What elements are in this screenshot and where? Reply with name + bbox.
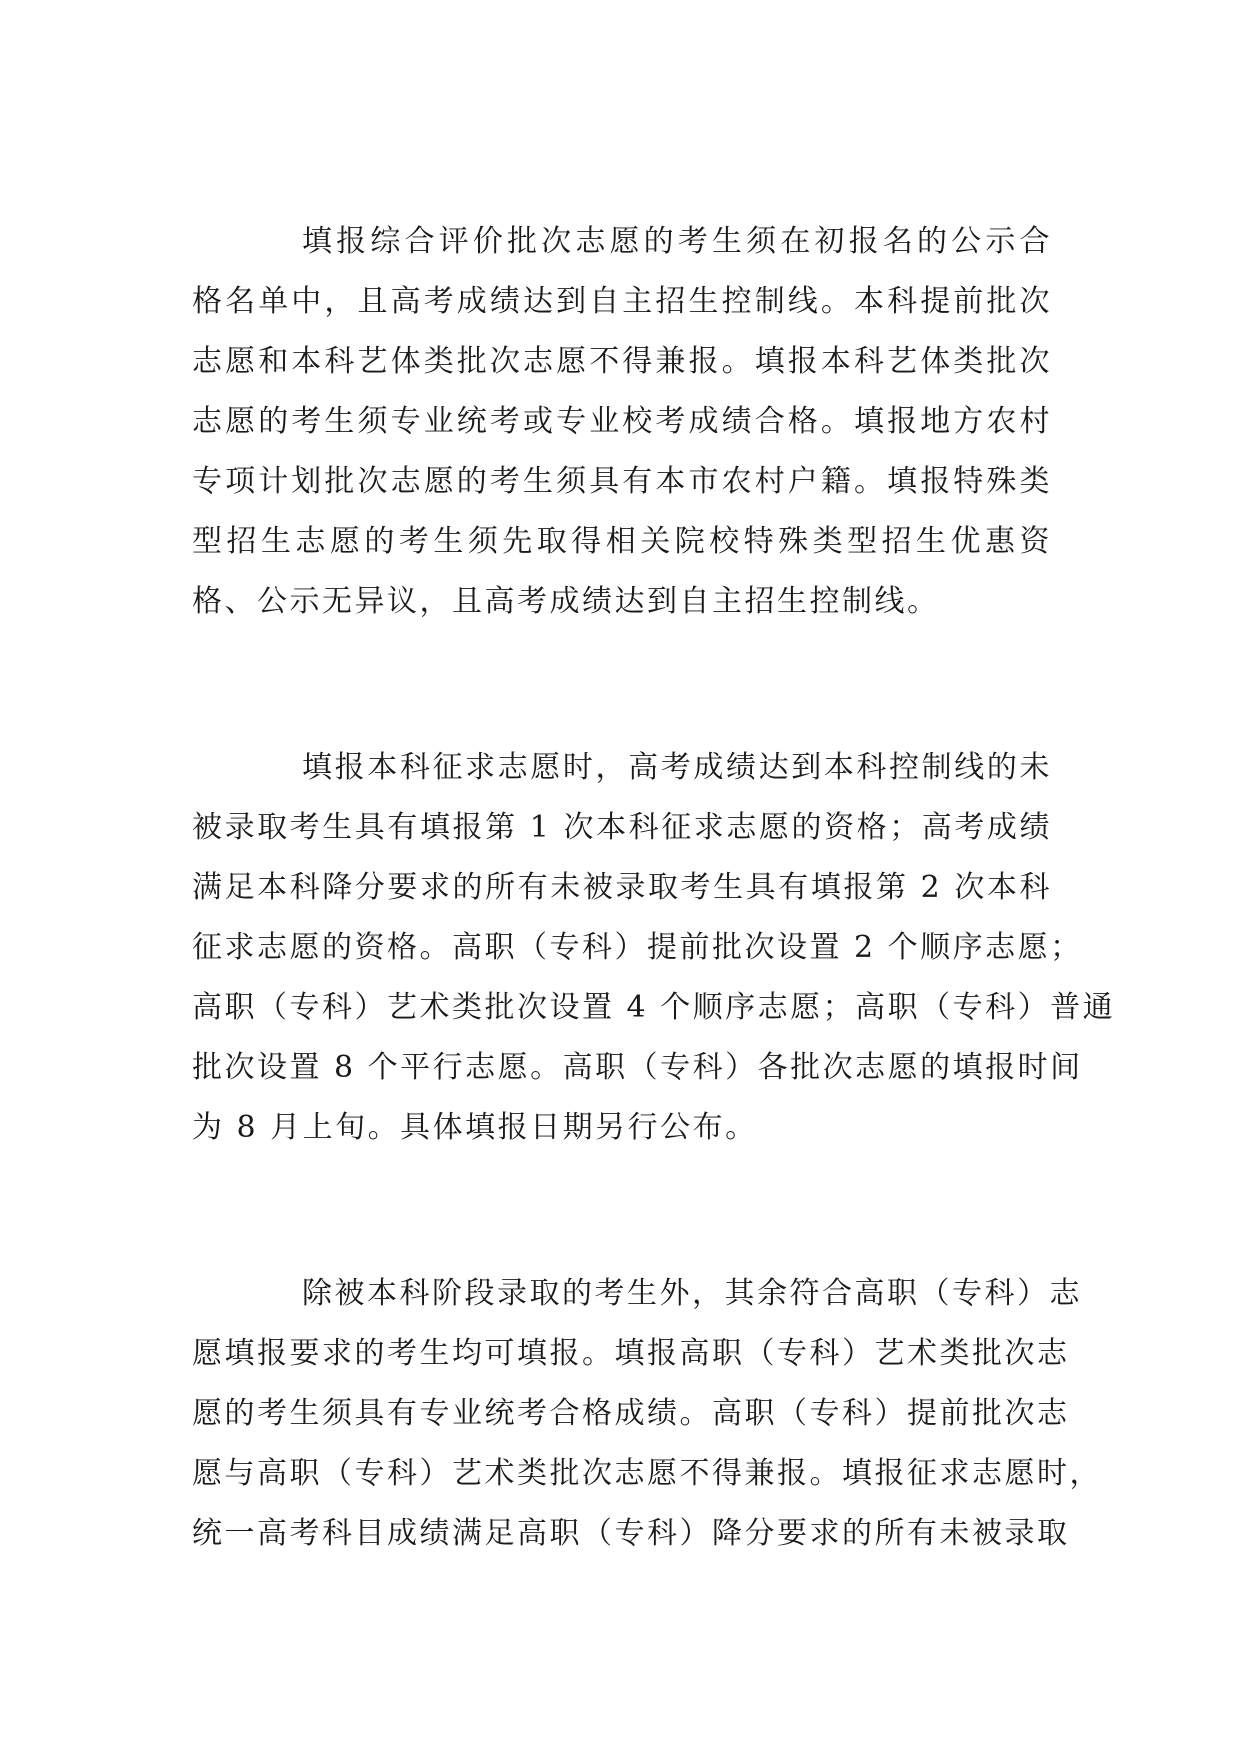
text-line: 愿与高职（专科）艺术类批次志愿不得兼报。填报征求志愿时，	[192, 1456, 1102, 1491]
text-line: 专项计划批次志愿的考生须具有本市农村户籍。填报特殊类	[192, 464, 1052, 499]
text-line: 志愿和本科艺体类批次志愿不得兼报。填报本科艺体类批次	[192, 344, 1052, 379]
text-line: 批次设置 8 个平行志愿。高职（专科）各批次志愿的填报时间	[192, 1050, 1083, 1085]
text-line: 愿填报要求的考生均可填报。填报高职（专科）艺术类批次志	[192, 1336, 1070, 1371]
text-line: 格、公示无异议，且高考成绩达到自主招生控制线。	[192, 584, 940, 619]
text-line: 统一高考科目成绩满足高职（专科）降分要求的所有未被录取	[192, 1516, 1070, 1551]
text-line: 填报综合评价批次志愿的考生须在初报名的公示合	[302, 224, 1052, 259]
text-line: 型招生志愿的考生须先取得相关院校特殊类型招生优惠资	[192, 524, 1052, 559]
text-line: 填报本科征求志愿时，高考成绩达到本科控制线的未	[302, 750, 1052, 785]
text-line: 志愿的考生须专业统考或专业校考成绩合格。填报地方农村	[192, 404, 1052, 439]
paragraph-vocational	[192, 1264, 1102, 1564]
text-line: 满足本科降分要求的所有未被录取考生具有填报第 2 次本科	[192, 870, 1052, 905]
text-line: 愿的考生须具有专业统考合格成绩。高职（专科）提前批次志	[192, 1396, 1070, 1431]
text-line: 除被本科阶段录取的考生外，其余符合高职（专科）志	[302, 1276, 1082, 1311]
text-line: 被录取考生具有填报第 1 次本科征求志愿的资格；高考成绩	[192, 810, 1052, 845]
text-line: 高职（专科）艺术类批次设置 4 个顺序志愿；高职（专科）普通	[192, 990, 1116, 1025]
text-line: 为 8 月上旬。具体填报日期另行公布。	[192, 1110, 758, 1145]
paragraph-eligibility	[192, 212, 1052, 632]
text-line: 征求志愿的资格。高职（专科）提前批次设置 2 个顺序志愿；	[192, 930, 1083, 965]
text-line: 格名单中，且高考成绩达到自主招生控制线。本科提前批次	[192, 284, 1052, 319]
paragraph-solicitation	[192, 738, 1116, 1158]
